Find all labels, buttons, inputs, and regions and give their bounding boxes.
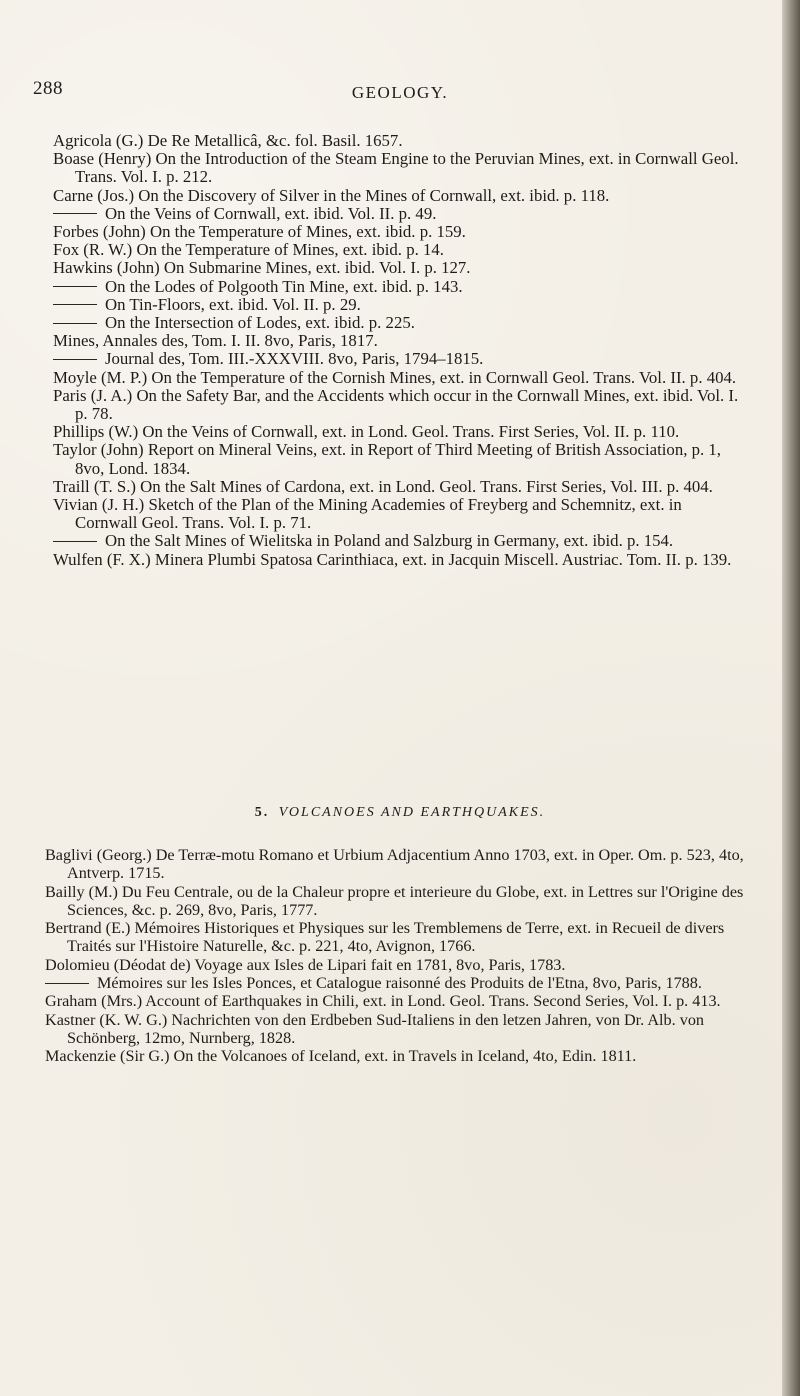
section-title: VOLCANOES AND EARTHQUAKES. [278,805,546,820]
repeat-author-dash [53,359,97,360]
bibliography-entry [53,551,743,569]
bibliography-entry [53,296,743,314]
entry-text: Kastner (K. W. G.) Nachrichten von den Erdbeben Sud-Italiens in den letzen Jahren, von Dr. Alb. von Schönberg, 12mo, Nurnberg, 1828. [45,1010,705,1047]
bibliography-entry [45,883,755,920]
entry-text: Phillips (W.) On the Veins of Cornwall, ext. in Lond. Geol. Trans. First Series, Vol. II. p. 110. [53,422,680,442]
entry-text: Mackenzie (Sir G.) On the Volcanoes of Iceland, ext. in Travels in Iceland, 4to, Edin. 1811. [45,1047,637,1066]
repeat-author-dash [45,983,89,984]
entry-text: Paris (J. A.) On the Safety Bar, and the Accidents which occur in the Cornwall Mines, ext. ibid. Vol. I. p. 78. [53,385,739,424]
section-number: 5. [254,805,270,820]
bibliography-entry [53,332,743,350]
entry-text: Dolomieu (Déodat de) Voyage aux Isles de Lipari fait en 1781, 8vo, Paris, 1783. [45,955,566,974]
bibliography-entry [53,314,743,332]
page-edge-shadow [782,0,800,1396]
repeat-author-dash [53,323,97,324]
entry-text: Carne (Jos.) On the Discovery of Silver in the Mines of Cornwall, ext. ibid. p. 118. [53,185,610,205]
bibliography-entry [53,441,743,477]
bibliography-entry [53,369,743,387]
bibliography-entry [53,259,743,277]
running-head: GEOLOGY. [351,83,449,102]
entry-text: On the Lodes of Polgooth Tin Mine, ext. ibid. p. 143. [105,276,463,296]
bibliography-entry [53,223,743,241]
entry-text: Mines, Annales des, Tom. I. II. 8vo, Paris, 1817. [53,331,378,351]
entry-text: Fox (R. W.) On the Temperature of Mines, ext. ibid. p. 14. [53,240,444,260]
page-header [0,0,800,130]
bibliography-entry [53,205,743,223]
repeat-author-dash [53,541,97,542]
bibliography-entry [45,846,755,883]
bibliography-entry [45,992,755,1010]
upper-bibliography-list [53,132,743,569]
section-heading [0,805,800,821]
bibliography-entry [45,974,755,992]
entry-text: Moyle (M. P.) On the Temperature of the Cornish Mines, ext. in Cornwall Geol. Trans. Vol. II. p. 404. [53,367,737,387]
entry-text: Wulfen (F. X.) Minera Plumbi Spatosa Carinthiaca, ext. in Jacquin Miscell. Austriac. Tom. II. p. 139. [53,549,732,569]
page-number: 288 [33,78,63,99]
repeat-author-dash [53,286,97,287]
entry-text: Bertrand (E.) Mémoires Historiques et Physiques sur les Tremblemens de Terre, ext. in Recueil de divers Traités sur l'Histoire Naturelle, &c. p. 221, 4to, Avignon, 1766. [45,919,725,956]
entry-text: Boase (Henry) On the Introduction of the Steam Engine to the Peruvian Mines, ext. in Cornwall Geol. Trans. Vol. I. p. 212. [53,149,739,187]
repeat-author-dash [53,304,97,305]
bibliography-entry [53,350,743,368]
entry-text: Traill (T. S.) On the Salt Mines of Cardona, ext. in Lond. Geol. Trans. First Series, Vol. III. p. 404. [53,476,713,496]
bibliography-entry [45,919,755,956]
entry-text: Bailly (M.) Du Feu Centrale, ou de la Chaleur propre et interieure du Globe, ext. in Lettres sur l'Origine des Sciences, &c. p. 269, 8vo, Paris, 1777. [45,882,744,919]
bibliography-entry [53,132,743,150]
bibliography-entry [45,1011,755,1048]
bibliography-entry [53,423,743,441]
bibliography-entry [53,478,743,496]
entry-text: Vivian (J. H.) Sketch of the Plan of the Mining Academies of Freyberg and Schemnitz, ext. in Cornwall Geol. Trans. Vol. I. p. 71. [53,495,682,533]
lower-bibliography-list [45,846,755,1066]
bibliography-entry [45,1047,755,1065]
entry-text: On Tin-Floors, ext. ibid. Vol. II. p. 29. [105,294,361,314]
repeat-author-dash [53,213,97,214]
bibliography-entry [53,532,743,550]
entry-text: Baglivi (Georg.) De Terræ-motu Romano et Urbium Adjacentium Anno 1703, ext. in Oper. Om. p. 523, 4to, Antverp. 1715. [45,846,744,883]
entry-text: On the Veins of Cornwall, ext. ibid. Vol. II. p. 49. [105,203,437,223]
bibliography-entry [53,187,743,205]
entry-text: On the Intersection of Lodes, ext. ibid. p. 225. [105,313,415,333]
entry-text: Mémoires sur les Isles Ponces, et Catalogue raisonné des Produits de l'Etna, 8vo, Paris, 1788. [97,974,702,993]
bibliography-entry [53,150,743,186]
entry-text: Agricola (G.) De Re Metallicâ, &c. fol. Basil. 1657. [53,131,403,150]
bibliography-entry [53,278,743,296]
entry-text: Graham (Mrs.) Account of Earthquakes in Chili, ext. in Lond. Geol. Trans. Second Series, Vol. I. p. 413. [45,992,721,1011]
bibliography-entry [53,241,743,259]
bibliography-entry [53,387,743,423]
entry-text: Forbes (John) On the Temperature of Mines, ext. ibid. p. 159. [53,222,466,242]
entry-text: Hawkins (John) On Submarine Mines, ext. ibid. Vol. I. p. 127. [53,258,471,278]
entry-text: Journal des, Tom. III.-XXXVIII. 8vo, Paris, 1794–1815. [105,349,484,369]
entry-text: Taylor (John) Report on Mineral Veins, ext. in Report of Third Meeting of British Association, p. 1, 8vo, Lond. 1834. [53,440,721,478]
entry-text: On the Salt Mines of Wielitska in Poland and Salzburg in Germany, ext. ibid. p. 154. [105,531,674,551]
bibliography-entry [53,496,743,532]
bibliography-entry [45,956,755,974]
